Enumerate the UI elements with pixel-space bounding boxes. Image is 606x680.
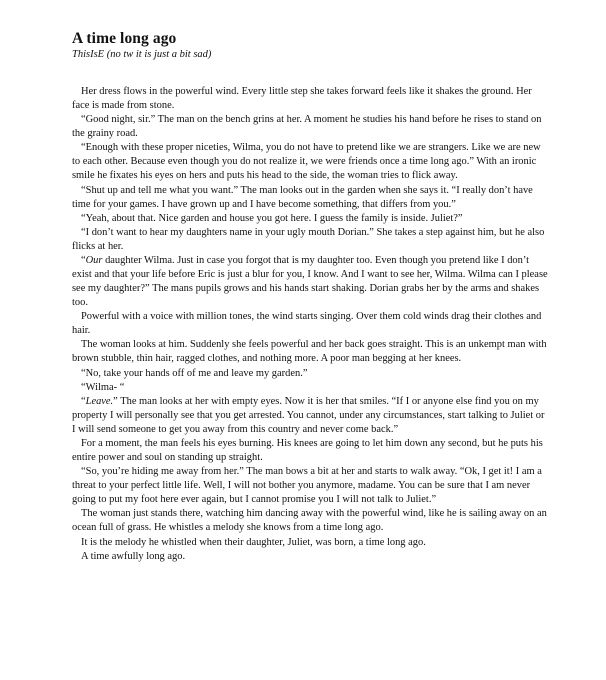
story-paragraph bbox=[72, 536, 550, 550]
story-paragraph bbox=[72, 212, 550, 226]
paragraph-text: It is the melody he whistled when their daughter, Juliet, was born, a time long ago. bbox=[81, 536, 426, 548]
paragraph-text: For a moment, the man feels his eyes burning. His knees are going to let him down any second, but he puts his entire power and soul on standing up straight. bbox=[72, 437, 543, 464]
paragraph-text: Her dress flows in the powerful wind. Every little step she takes forward feels like it shakes the ground. Her face is made from stone. bbox=[72, 86, 532, 112]
story-paragraph bbox=[72, 507, 550, 535]
paragraph-text: “Good night, sir.” The man on the bench grins at her. A moment he studies his hand before he rises to stand on the grainy road. bbox=[72, 114, 542, 140]
paragraph-text: A time awfully long ago. bbox=[81, 550, 186, 562]
paragraph-text: “Wilma- “ bbox=[81, 381, 125, 393]
paragraph-text: “No, take your hands off of me and leave my garden.” bbox=[81, 367, 308, 379]
paragraph-text: “ bbox=[81, 395, 86, 407]
paragraph-text: “Shut up and tell me what you want.” The man looks out in the garden when she says it. “I really don’t have time for your games. I have grown up and I have become something, that differs from you.” bbox=[72, 184, 533, 210]
story-paragraph bbox=[72, 184, 550, 212]
story-paragraph bbox=[72, 395, 550, 437]
story-paragraph bbox=[72, 381, 550, 395]
paragraph-text: “Enough with these proper niceties, Wilma, you do not have to pretend like we are strangers. Like we are new to each other. Because even though you do not realize it, we were friends once a time long ago.” With an ironic smile he fixates his eyes on hers and puts his head to the side, the woman tries to flick away. bbox=[72, 142, 541, 182]
story-title: A time long ago bbox=[72, 30, 177, 47]
paragraph-text: The woman looks at him. Suddenly she feels powerful and her back goes straight. This is an unkempt man with brown stubble, thin hair, ragged clothes, and nothing more. A poor man begging at her knees. bbox=[72, 339, 547, 365]
story-paragraph bbox=[72, 437, 550, 465]
story-byline: ThisIsE (no tw it is just a bit sad) bbox=[72, 49, 212, 60]
paragraph-text: “I don’t want to hear my daughters name in your ugly mouth Dorian.” She takes a step against him, but he also flicks at her. bbox=[72, 226, 545, 252]
paragraph-text: The woman just stands there, watching him dancing away with the powerful wind, like he is sailing away on an ocean full of grass. He whistles a melody she knows from a time long ago. bbox=[72, 508, 547, 534]
story-body bbox=[72, 85, 550, 564]
paragraph-text: ” The man looks at her with empty eyes. Now it is her that smiles. “If I or anyone else find you on my property I will personally see that you get arrested. You cannot, under any circumstances, start talking to Juliet or I will send someone to get you away from this country and never come back.” bbox=[72, 395, 545, 435]
paragraph-text: “So, you’re hiding me away from her.” The man bows a bit at her and starts to walk away. “Ok, I get it! I am a threat to your perfect little life. Well, I will not bother you anymore, madame. You can be sure that I am never going to put my foot here ever again, but I cannot promise you I will not talk to Juliet.” bbox=[72, 466, 542, 506]
paragraph-text: Powerful with a voice with million tones, the wind starts singing. Over them cold winds drag their clothes and hair. bbox=[72, 311, 542, 337]
story-paragraph bbox=[72, 226, 550, 254]
story-paragraph bbox=[72, 465, 550, 507]
paragraph-text: “Yeah, about that. Nice garden and house you got here. I guess the family is inside. Juliet?” bbox=[81, 212, 463, 224]
story-paragraph bbox=[72, 550, 550, 564]
story-paragraph bbox=[72, 367, 550, 381]
paragraph-text: “ bbox=[81, 254, 86, 266]
story-paragraph bbox=[72, 85, 550, 113]
paragraph-text: daughter Wilma. Just in case you forgot that is my daughter too. Even though you pretend like I don’t exist and that your life before Eric is just a blur for you, I know. And I want to see her, Wilma. Wilma can I please see my daughter?” The mans pupils grows and his hands start shaking. Dorian grabs her by the arms and shakes too. bbox=[72, 254, 548, 309]
story-paragraph bbox=[72, 141, 550, 183]
emphasis-text: Our bbox=[85, 254, 103, 266]
document-page bbox=[72, 30, 550, 564]
story-paragraph bbox=[72, 338, 550, 366]
story-paragraph bbox=[72, 310, 550, 338]
emphasis-text: Leave. bbox=[85, 395, 114, 407]
story-paragraph bbox=[72, 113, 550, 141]
story-paragraph bbox=[72, 254, 550, 310]
